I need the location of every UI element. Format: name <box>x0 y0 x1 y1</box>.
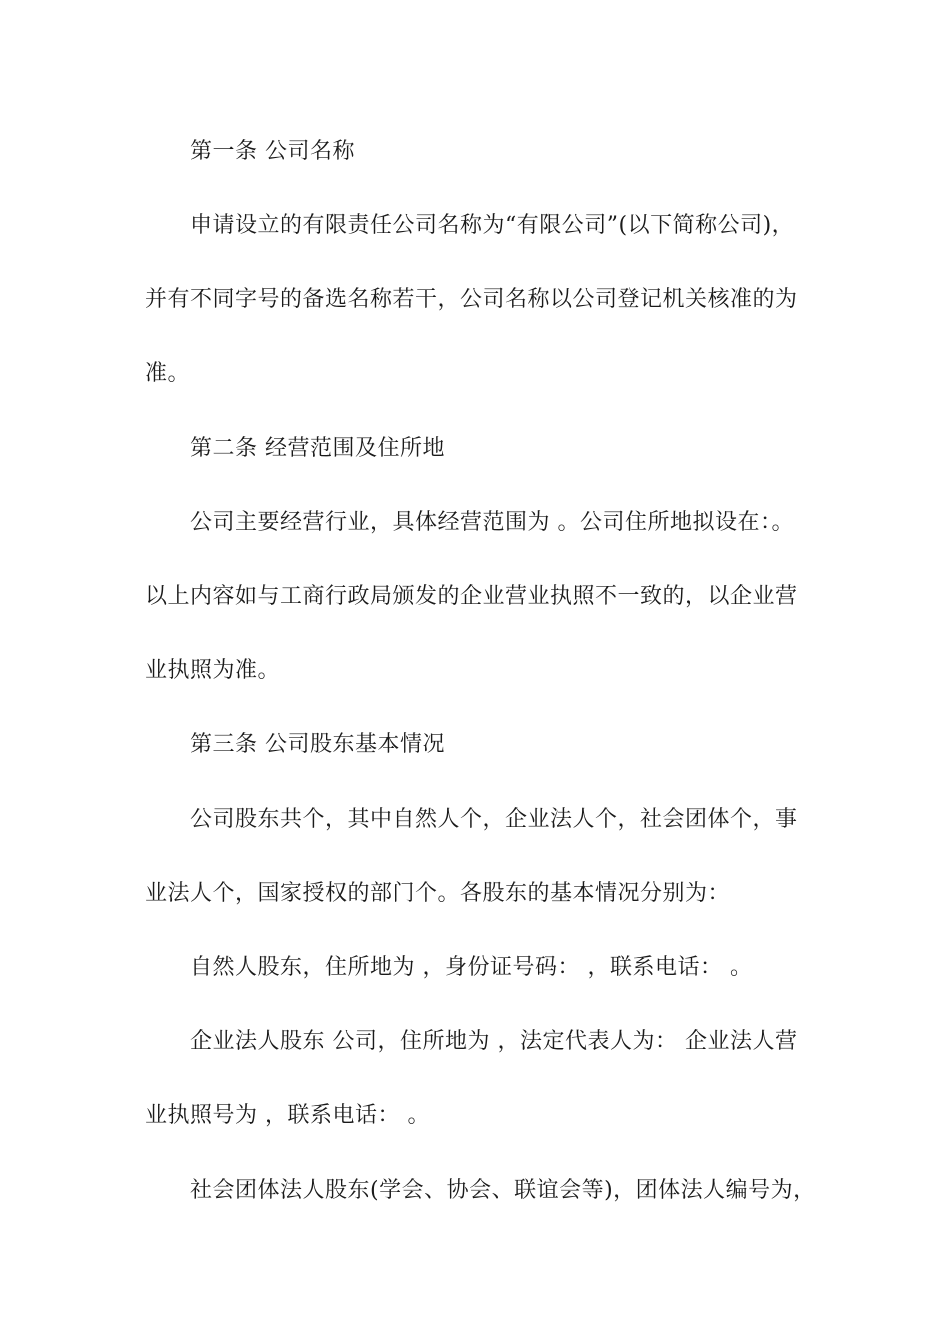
natural-person-shareholder-line: 自然人股东，住所地为 ，身份证号码： ，联系电话： 。 <box>190 955 753 980</box>
article-2-paragraph-line-1: 公司主要经营行业，具体经营范围为 。公司住所地拟设在：。 <box>190 510 794 535</box>
article-2-paragraph-line-2: 以上内容如与工商行政局颁发的企业营业执照不一致的，以企业营 <box>145 584 798 609</box>
article-2-heading: 第二条 经营范围及住所地 <box>190 436 445 461</box>
article-3-paragraph-line-1: 公司股东共个，其中自然人个，企业法人个，社会团体个，事 <box>190 807 798 832</box>
social-group-shareholder-line: 社会团体法人股东(学会、协会、联谊会等)，团体法人编号为， <box>190 1178 816 1203</box>
corporate-shareholder-line-1: 企业法人股东 公司，住所地为 ，法定代表人为： 企业法人营 <box>190 1029 798 1054</box>
corporate-shareholder-line-2: 业执照号为 ，联系电话： 。 <box>145 1103 430 1128</box>
article-1-paragraph-line-3: 准。 <box>145 361 191 386</box>
article-3-paragraph-line-2: 业法人个，国家授权的部门个。各股东的基本情况分别为： <box>145 881 731 906</box>
article-1-paragraph-line-1: 申请设立的有限责任公司名称为“有限公司”(以下简称公司)， <box>190 213 795 238</box>
article-3-heading: 第三条 公司股东基本情况 <box>190 732 445 757</box>
article-1-heading: 第一条 公司名称 <box>190 139 355 164</box>
article-1-paragraph-line-2: 并有不同字号的备选名称若干，公司名称以公司登记机关核准的为 <box>145 287 798 312</box>
article-2-paragraph-line-3: 业执照为准。 <box>145 658 281 683</box>
